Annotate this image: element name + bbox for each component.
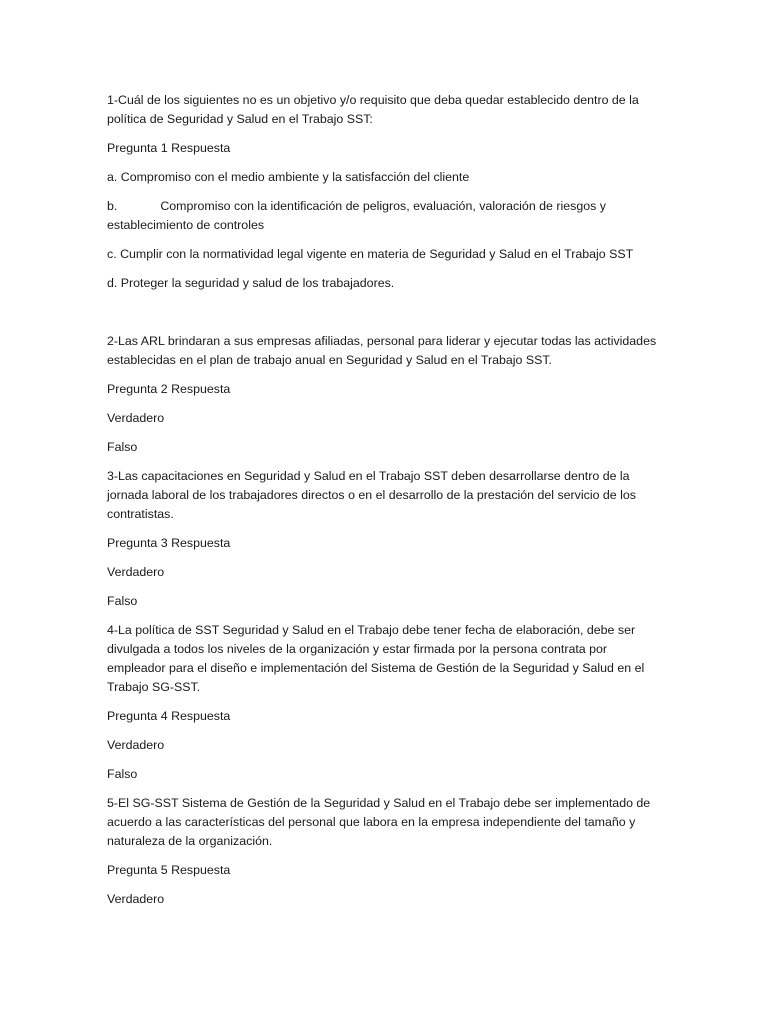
question-2-label: Pregunta 2 Respuesta (107, 382, 231, 396)
question-2-false: Falso (107, 440, 138, 454)
question-2-text: 2-Las ARL brindaran a sus empresas afiliadas, personal para liderar y ejecutar todas las actividades establecidas en el plan de trabajo anual en Seguridad y Salud en el Trabajo SST. (107, 334, 657, 367)
question-3-true: Verdadero (107, 565, 165, 579)
question-5-true: Verdadero (107, 892, 165, 906)
question-1 (107, 91, 667, 293)
question-4-label: Pregunta 4 Respuesta (107, 709, 231, 723)
question-3-text: 3-Las capacitaciones en Seguridad y Salud en el Trabajo SST deben desarrollarse dentro de la jornada laboral de los trabajadores directos o en el desarrollo de la prestación del servicio de los contratistas. (107, 469, 636, 521)
question-3-label: Pregunta 3 Respuesta (107, 536, 231, 550)
question-3 (107, 467, 667, 611)
question-2-true: Verdadero (107, 411, 165, 425)
question-1-option-a: a. Compromiso con el medio ambiente y la satisfacción del cliente (107, 170, 470, 184)
question-4-false: Falso (107, 767, 138, 781)
question-1-option-d: d. Proteger la seguridad y salud de los trabajadores. (107, 276, 395, 290)
question-1-option-b (107, 197, 667, 235)
question-1-option-b-text: Compromiso con la identificación de peligros, evaluación, valoración de riesgos y establecimiento de controles (107, 199, 606, 232)
question-1-text: 1-Cuál de los siguientes no es un objetivo y/o requisito que deba quedar establecido dentro de la política de Seguridad y Salud en el Trabajo SST: (107, 93, 639, 126)
question-4-text: 4-La política de SST Seguridad y Salud en el Trabajo debe tener fecha de elaboración, debe ser divulgada a todos los niveles de la organización y estar firmada por la persona contrata por empleador para el diseño e implementación del Sistema de Gestión de la Seguridad y Salud en el Trabajo SG-SST. (107, 623, 645, 694)
question-4 (107, 621, 667, 784)
question-1-label: Pregunta 1 Respuesta (107, 141, 231, 155)
question-4-true: Verdadero (107, 738, 165, 752)
spacer (107, 303, 667, 332)
question-5 (107, 794, 667, 909)
question-1-option-b-letter: b. (107, 199, 118, 213)
question-5-text: 5-El SG-SST Sistema de Gestión de la Seguridad y Salud en el Trabajo debe ser implementado de acuerdo a las características del personal que labora en la empresa independiente del tamaño y naturaleza de la organización. (107, 796, 651, 848)
document-body (107, 91, 667, 919)
question-5-label: Pregunta 5 Respuesta (107, 863, 231, 877)
question-2 (107, 332, 667, 457)
question-3-false: Falso (107, 594, 138, 608)
question-1-option-c: c. Cumplir con la normatividad legal vigente en materia de Seguridad y Salud en el Trabajo SST (107, 247, 634, 261)
